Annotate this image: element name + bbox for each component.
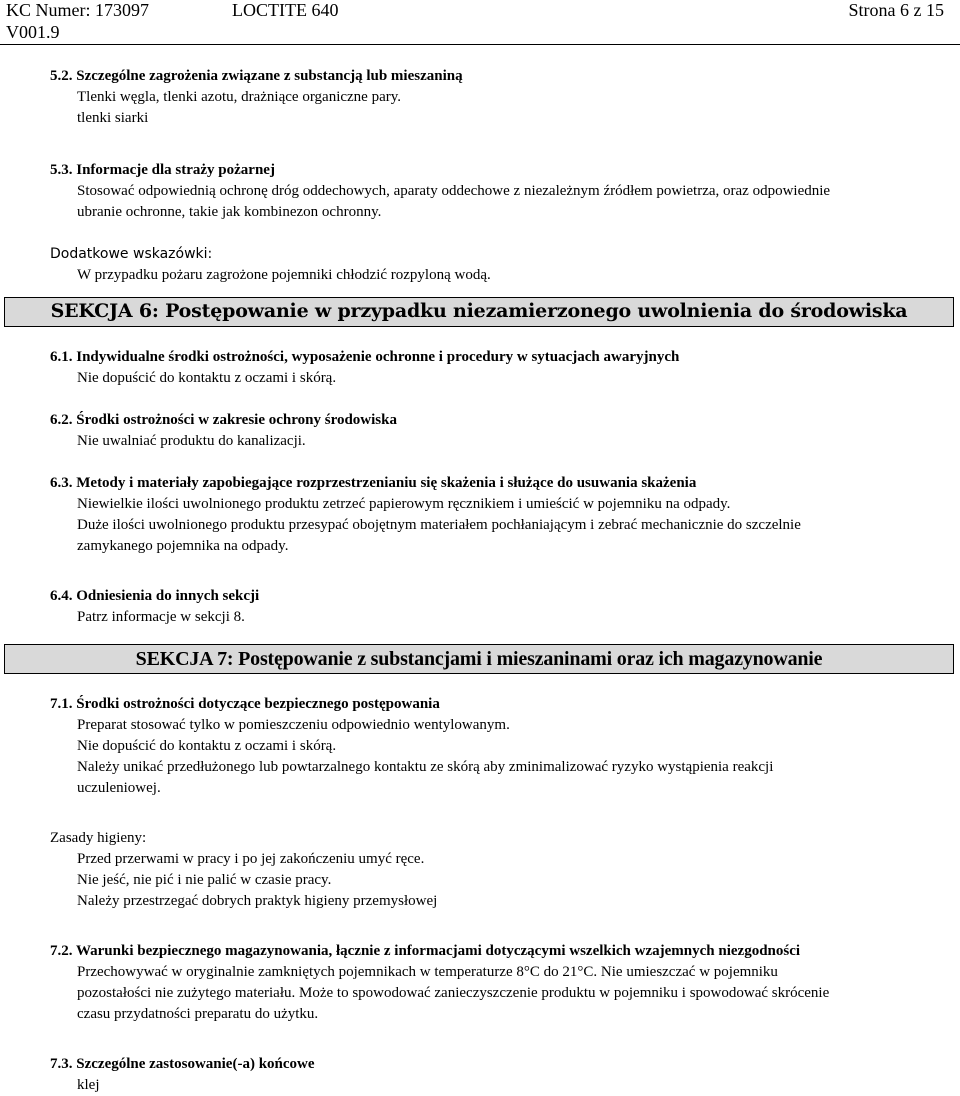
paragraph-line: Nie dopuścić do kontaktu z oczami i skórą. (77, 738, 337, 754)
paragraph-line: Nie dopuścić do kontaktu z oczami i skórą. (77, 370, 337, 386)
header-divider (0, 44, 960, 45)
subsection-title-7-2: 7.2. Warunki bezpiecznego magazynowania, łącznie z informacjami dotyczącymi wszelkich wzajemnych niezgodności (50, 943, 801, 959)
section-6-title: SEKCJA 6: Postępowanie w przypadku niezamierzonego uwolnienia do środowiska (50, 300, 908, 322)
paragraph-line: Duże ilości uwolnionego produktu przesypać obojętnym materiałem pochłaniającym i zebrać mechanicznie do szczelnie (77, 517, 801, 533)
paragraph-line: Preparat stosować tylko w pomieszczeniu odpowiednio wentylowanym. (77, 717, 510, 733)
paragraph-line: Przed przerwami w pracy i po jej zakończeniu umyć ręce. (77, 851, 425, 867)
paragraph-line: Nie jeść, nie pić i nie palić w czasie pracy. (77, 872, 332, 888)
subsection-title-5-3: 5.3. Informacje dla straży pożarnej (50, 162, 275, 178)
paragraph-line: Niewielkie ilości uwolnionego produktu zetrzeć papierowym ręcznikiem i umieścić w pojemniku na odpady. (77, 496, 731, 512)
subsection-title-6-3: 6.3. Metody i materiały zapobiegające rozprzestrzenianiu się skażenia i służące do usuwania skażenia (50, 475, 697, 491)
paragraph-line: W przypadku pożaru zagrożone pojemniki chłodzić rozpyloną wodą. (77, 267, 491, 283)
paragraph-line: Należy przestrzegać dobrych praktyk higieny przemysłowej (77, 893, 438, 909)
paragraph-line: Nie uwalniać produktu do kanalizacji. (77, 433, 306, 449)
hygiene-title: Zasady higieny: (50, 830, 147, 846)
paragraph-line: zamykanego pojemnika na odpady. (77, 538, 289, 554)
paragraph-line: Patrz informacje w sekcji 8. (77, 609, 245, 625)
subsection-title-7-3: 7.3. Szczególne zastosowanie(-a) końcowe (50, 1056, 315, 1072)
paragraph-line: uczuleniowej. (77, 780, 161, 796)
paragraph-line: Tlenki węgla, tlenki azotu, drażniące organiczne pary. (77, 89, 402, 105)
section-7-title: SEKCJA 7: Postępowanie z substancjami i mieszaninami oraz ich magazynowanie (135, 648, 823, 670)
paragraph-line: klej (77, 1077, 100, 1093)
section-7-header (4, 644, 954, 674)
subsection-title-6-2: 6.2. Środki ostrożności w zakresie ochrony środowiska (50, 412, 397, 428)
paragraph-line: Stosować odpowiednią ochronę dróg oddechowych, aparaty oddechowe z niezależnym źródłem powietrza, oraz odpowiednie (77, 183, 831, 199)
additional-notes-title: Dodatkowe wskazówki: (50, 246, 213, 262)
section-6-header (4, 297, 954, 327)
kc-number: KC Numer: 173097 (6, 0, 149, 20)
paragraph-line: pozostałości nie zużytego materiału. Może to spowodować zanieczyszczenie produktu w pojemniku i spowodować skrócenie (77, 985, 830, 1001)
page-number: Strona 6 z 15 (848, 0, 944, 20)
paragraph-line: tlenki siarki (77, 110, 149, 126)
subsection-title-6-4: 6.4. Odniesienia do innych sekcji (50, 588, 260, 604)
subsection-title-7-1: 7.1. Środki ostrożności dotyczące bezpiecznego postępowania (50, 696, 440, 712)
page-header (0, 0, 960, 46)
subsection-title-6-1: 6.1. Indywidualne środki ostrożności, wyposażenie ochronne i procedury w sytuacjach awaryjnych (50, 349, 680, 365)
subsection-title-5-2: 5.2. Szczególne zagrożenia związane z substancją lub mieszaniną (50, 68, 463, 84)
paragraph-line: czasu przydatności preparatu do użytku. (77, 1006, 319, 1022)
product-name: LOCTITE 640 (232, 0, 339, 20)
version-number: V001.9 (6, 22, 60, 42)
paragraph-line: Należy unikać przedłużonego lub powtarzalnego kontaktu ze skórą aby zminimalizować ryzyko wystąpienia reakcji (77, 759, 774, 775)
paragraph-line: Przechowywać w oryginalnie zamkniętych pojemnikach w temperaturze 8°C do 21°C. Nie umieszczać w pojemniku (77, 964, 778, 980)
paragraph-line: ubranie ochronne, takie jak kombinezon ochronny. (77, 204, 382, 220)
document-body (0, 66, 960, 1096)
